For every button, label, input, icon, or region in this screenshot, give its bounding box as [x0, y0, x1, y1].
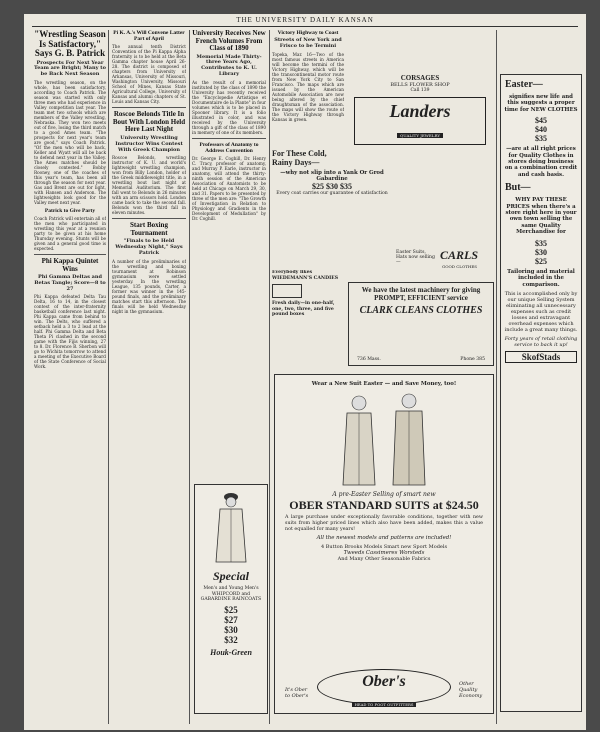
article-body: Phi Kappa defeated Delta Tau Delta, 16 to 14, in the closest contest of the inter-fraternity basketball conference last night. Phi Kappa came from behind to win. The Delts, who suffered a setback held a 3 to 2 lead at the half. Phi Gamma Delta and Beta Theta Pi clashed in the second game with the Fijis winning, 27 to 8. Dr. Florence B. Sherbon will go to Wichita tomorrow to attend a meeting of the Executive Board of the State Conference of Social Work. [34, 294, 106, 370]
ober-seasonal: And Many Other Seasonable Fabrics [337, 556, 431, 563]
ober-tagline: Wear a New Suit Easter — and Save Money, too! [311, 381, 457, 387]
masthead: THE UNIVERSITY DAILY KANSAN [236, 16, 374, 24]
article-body: The wrestling season, on the whole, has been satisfactory, according to Coach Patrick. The season was started with only three men who had experience in Valley competition last year. The team met two schools which are members of the Valley wrestling, Nebraska. They won two meets out of five, losing the third match to a good Ames team. "The prospects for next year's team are good," says Coach Patrick. "Of the men who will be back, Keller and Wyatt will all be back to defend next year in the Valley. The Ames matches should be closely contested." Bobby Rooney, one of the coaches of this year's team, has been all through the season for next year. Gas and Brent are out for light, with Hansen and Anderson. The lightweights look good for the Valley meet next year. [34, 79, 106, 205]
article-headline: Victory Highway to Coast [277, 30, 339, 36]
ober-left-note: It's Ober to Ober's [285, 687, 309, 699]
cleaners-address: 736 Mass. [357, 357, 381, 362]
ober-ad [274, 374, 494, 714]
special-description: Men's and Young Men's WHIPCORD and GABARDINE RAINCOATS [200, 586, 262, 603]
carls-logo: CARLS [440, 248, 479, 262]
article-headline: Pi K. A.'s Will Convene Latter Part of April [113, 30, 185, 43]
man-in-raincoat-illustration [206, 487, 256, 567]
price: $32 [224, 634, 238, 645]
price: $27 [224, 614, 238, 625]
candy-headline: Everybody likes WIEDEMANN'S CANDIES [272, 270, 339, 281]
article-headline: Phi Kappa Quintet Wins [41, 257, 99, 273]
landers-logo: Landers [389, 101, 451, 121]
shop-phone: Call 139 [410, 88, 430, 93]
easter-title: Easter— [505, 79, 543, 90]
column-3 [192, 30, 266, 390]
shop-name: BELLS FLOWER SHOP [390, 82, 450, 88]
ober-body: A large purchase under exceptionally favorable conditions, together with new suits from higher priced lines which also have been added, makes this a value not equalled for many years! [285, 515, 483, 532]
article-headline: Professors of Anatomy to Address Convention [199, 141, 259, 154]
ober-logo-oval [317, 669, 451, 705]
easter-suits: Easter Suits, Hats now selling— [396, 250, 435, 265]
article-headline: Roscoe Belonds Title In Bout With London Held Here Last Night [112, 110, 186, 134]
easter-lead: signifies new life and this suggests a proper time for NEW CLOTHES [504, 94, 578, 113]
article-body: Roscoe Belonds, wrestling instructor of K. U. and world's lightweight wrestling champion, won from Billy London, holder of the Greek middleweight title, in a wrestling bout last night at Memorial Auditorium. The first fall went to Belonds in 26 minutes with an arm scissors hold. London came back to take the second fall. Belonds won the third fall in eleven minutes. [112, 155, 186, 216]
ad-guarantee: Every coat carries our guarantee of satisfaction [276, 191, 388, 196]
newspaper-page [24, 14, 586, 730]
ober-fabrics: Tweeds Cassimeres Worsteds [343, 550, 425, 557]
raincoat-ad [194, 484, 268, 714]
article-body: As the result of a memorial instituted by the class of 1890 the University has recently received the "Encyclopedie Artistique et Documentaire de la Plante" in four volumes which is to be placed in Spooner library. It is a folio illustrated in color, and was received by the University through a gift of the class of 1890 in memory of one of its members. [192, 79, 266, 135]
jewelry-ad [348, 74, 492, 158]
carls-subtitle: GOOD CLOTHES [442, 264, 478, 269]
article-body: The annual tenth District Convention of the Pi Kappa Alpha fraternity is to be held at the Beta Gamma chapter house April 26-28. The district is composed of chapters from University of Arkansas, University of Missouri, Washington University, Missouri School of Mines, Kansas State Agricultural College, University of Kansas and alumni chapters of St. Louis and Kansas City. [112, 44, 186, 105]
easter-ad [500, 74, 582, 712]
easter-end: This is accomplished only by our unique Selling System eliminating all unnecessary expenses such as credit losses and extravagant overhead expenses which include a great many things. [504, 290, 578, 333]
store-signature: Houk-Green [210, 647, 252, 657]
easter-tailoring: Tailoring and material included in the comparison. [507, 268, 575, 288]
price: $35 [535, 238, 547, 248]
price: $30 [535, 247, 547, 257]
column-divider [269, 30, 270, 724]
easter-mid2: WHY PAY THESE PRICES when there's a store right here in your own town selling the same Quality Merchandise for [505, 197, 577, 236]
price: $25 [224, 604, 238, 615]
article-deck: Memorial Made Thirty-three Years Ago, Contributes to K. U. Library [196, 53, 262, 77]
cleaners-headline: We have the latest machinery for giving PROMPT, EFFICIENT service [361, 286, 481, 302]
article-deck: "Finals to be Held Wednesday Night," Says Patrick [115, 238, 183, 256]
candy-ad [272, 270, 344, 380]
article-deck: Streets of New York and Frisco to be Termini [274, 37, 342, 49]
article-headline: Start Boxing Tournament [130, 221, 168, 237]
article-deck: Phi Gamma Deltas and Betas Tangle; Score—8 to 27 [34, 274, 106, 292]
ad-prices: $25 $30 $35 [312, 182, 352, 191]
ober-logo-sub: HEAD TO FOOT OUTFITTERS [352, 702, 417, 707]
ober-pre: A pre-Easter Selling of smart new [332, 491, 436, 498]
ober-right-note: Other Quality Economy [459, 681, 483, 699]
column-1 [34, 30, 106, 730]
price: $30 [224, 624, 238, 635]
ober-newest: All the newest models and patterns are included! [316, 535, 452, 542]
article-body: Dr. George E. Coghill, Dr. Henry C. Tracy, professor of anatomy, and Murray P. Earle, instructor in anatomy, will attend the thirty-ninth session of the American Association of Anatomists to be held at Chicago on March 29, 30, and 31. Papers to be presented by three of the men are: "The Growth of Investigation in Relation to Physiology and Gradients in the Development of Medullation" by Dr. Coghill. [192, 156, 266, 222]
article-deck: University Wrestling Instructor Wins Contest With Greek Champion [115, 134, 183, 153]
easter-but: But— [505, 182, 531, 194]
column-divider [108, 30, 109, 724]
column-2 [112, 30, 186, 730]
article-headline: University Receives New French Volumes From Class of 1890 [192, 30, 266, 52]
ober-models: 4 Button Brooks Models Smart new Sport Models [320, 544, 448, 551]
price: $40 [535, 125, 547, 135]
candy-description: Fresh daily—in one-half, one, two, three, and five pound boxes [272, 301, 335, 318]
easter-forty: Forty years of retail clothing service to back it up! [504, 335, 578, 348]
ober-logo: Ober's [362, 673, 406, 690]
column-divider [496, 30, 497, 724]
ad-heading: For These Cold, Rainy Days— [272, 150, 327, 167]
price: $25 [535, 256, 547, 266]
article-body: Topeka, Mar. 16—Two of the most famous streets in America will become the termini of the Victory Highway, which will be the transcontinental motor route from New York City to San Francisco. The maps which are issued by the American Automobile Association are now being altered by the chief draughtsman of the association. The maps will show the route of the Victory Highway through Kansas in green. [272, 51, 344, 122]
skofstads-logo: SkofStads [505, 351, 577, 363]
carls-ad [396, 246, 494, 278]
landers-subtitle: QUALITY JEWELRY [397, 133, 443, 138]
easter-mid: —are at all right prices for Quality Clothes in stores doing business on a combination credit and cash basis. [504, 146, 578, 178]
cleaners-ad [348, 282, 494, 366]
article-body: Coach Patrick will entertain all of the men who participated in wrestling this year at a reunion party to be given at his home Thursday evening. Stunts will be given and a general good time is expected. [34, 216, 106, 252]
ober-headline: OBER STANDARD SUITS at $24.50 [289, 498, 479, 512]
article-subhead: Patrick to Give Party [44, 207, 96, 214]
men-in-suits-illustration [319, 389, 449, 489]
article-deck: Prospects For Next Year Team are Bright; Many to be Back Next Season [34, 59, 106, 78]
ad-line: —why not slip into a Yank Or Grod Gabardine [280, 170, 384, 182]
special-title: Special [213, 569, 249, 583]
raincoat-promo [272, 150, 392, 240]
article-body: A number of the preliminaries of the wrestling and boxing tournament at Robinson gymnasium were settled yesterday. In the wrestling League, 135 pounds, Carter, a former was winner in the 145-pound finals, and the preliminary matches start this afternoon. The finals will be held Wednesday night in the gymnasium. [112, 258, 186, 314]
candy-logo-box [272, 284, 302, 298]
cleaners-phone: Phone 385 [460, 357, 485, 362]
article-headline: "Wrestling Season Is Satisfactory," Says G. B. Patrick [34, 30, 106, 58]
cleaners-logo: CLARK CLEANS CLOTHES [359, 305, 483, 316]
price: $35 [535, 134, 547, 144]
column-divider [189, 30, 190, 724]
top-rule [32, 26, 578, 27]
price: $45 [535, 116, 547, 126]
column-4 [272, 30, 344, 140]
corsages-title: CORSAGES [400, 74, 440, 82]
